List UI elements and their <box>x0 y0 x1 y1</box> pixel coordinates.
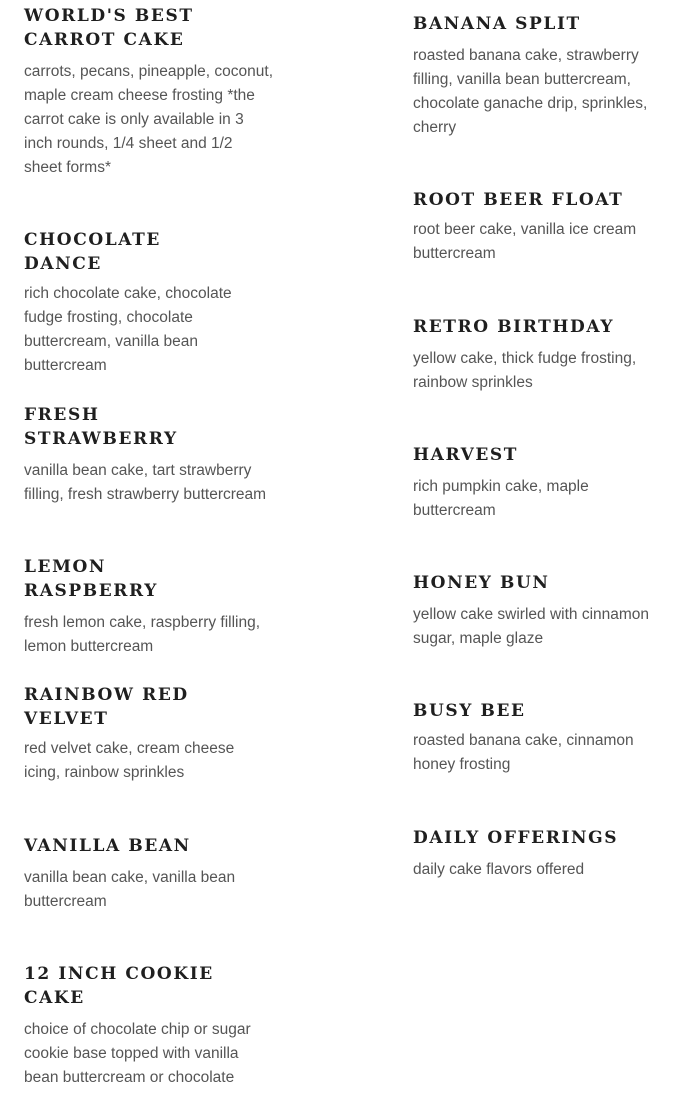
menu-item-chocolate-dance <box>24 228 274 378</box>
menu-item-description: roasted banana cake, cinnamon honey frosting <box>413 732 634 773</box>
menu-item-carrot-cake <box>24 4 274 180</box>
menu-item-title: HONEY BUN <box>413 573 550 593</box>
menu-item-banana-split <box>413 12 668 140</box>
menu-item-description: rich pumpkin cake, maple buttercream <box>413 478 589 519</box>
menu-item-title: BUSY BEE <box>413 701 526 721</box>
menu-item-daily-offerings <box>413 826 668 882</box>
menu-item-description: yellow cake swirled with cinnamon sugar, maple glaze <box>413 606 650 647</box>
menu-item-description: root beer cake, vanilla ice cream buttercream <box>413 221 637 262</box>
menu-item-title: BANANA SPLIT <box>413 14 581 34</box>
menu-item-busy-bee <box>413 699 668 777</box>
menu-item-description: vanilla bean cake, tart strawberry filling, fresh strawberry buttercream <box>24 462 267 503</box>
menu-item-title: DAILY OFFERINGS <box>413 828 619 848</box>
menu-item-title: CHOCOLATE DANCE <box>24 230 161 274</box>
menu-item-title: FRESH STRAWBERRY <box>24 405 178 449</box>
menu-item-root-beer-float <box>413 188 668 266</box>
menu-item-title: RETRO BIRTHDAY <box>413 317 615 337</box>
menu-item-title: VANILLA BEAN <box>24 836 191 856</box>
menu-item-vanilla-bean <box>24 834 274 914</box>
menu-item-title: 12 INCH COOKIE CAKE <box>24 964 214 1008</box>
menu-item-title: LEMON RASPBERRY <box>24 557 158 601</box>
menu-item-description: choice of chocolate chip or sugar cookie base topped with vanilla bean buttercream or chocolate <box>24 1021 251 1086</box>
menu-item-cookie-cake <box>24 962 274 1090</box>
menu-item-description: daily cake flavors offered <box>413 861 585 878</box>
menu-item-title: RAINBOW RED VELVET <box>24 685 189 729</box>
menu-item-harvest <box>413 443 668 523</box>
menu-item-title: ROOT BEER FLOAT <box>413 190 624 210</box>
menu-item-description: rich chocolate cake, chocolate fudge frosting, chocolate buttercream, vanilla bean buttercream <box>24 285 232 374</box>
menu-item-retro-birthday <box>413 315 668 395</box>
menu-item-title: HARVEST <box>413 445 519 465</box>
menu-item-fresh-strawberry <box>24 403 274 507</box>
menu-item-description: fresh lemon cake, raspberry filling, lemon buttercream <box>24 614 261 655</box>
menu-item-description: roasted banana cake, strawberry filling, vanilla bean buttercream, chocolate ganache drip, sprinkles, cherry <box>413 47 648 136</box>
menu-item-rainbow-red-velvet <box>24 683 274 785</box>
menu-item-description: vanilla bean cake, vanilla bean buttercream <box>24 869 236 910</box>
menu-item-lemon-raspberry <box>24 555 274 659</box>
menu-item-title: WORLD'S BEST CARROT CAKE <box>24 6 194 50</box>
menu-item-description: carrots, pecans, pineapple, coconut, maple cream cheese frosting *the carrot cake is only available in 3 inch rounds, 1/4 sheet and 1/2 sheet forms* <box>24 63 274 176</box>
menu-item-honey-bun <box>413 571 668 651</box>
menu-item-description: yellow cake, thick fudge frosting, rainbow sprinkles <box>413 350 637 391</box>
menu-item-description: red velvet cake, cream cheese icing, rainbow sprinkles <box>24 740 235 781</box>
